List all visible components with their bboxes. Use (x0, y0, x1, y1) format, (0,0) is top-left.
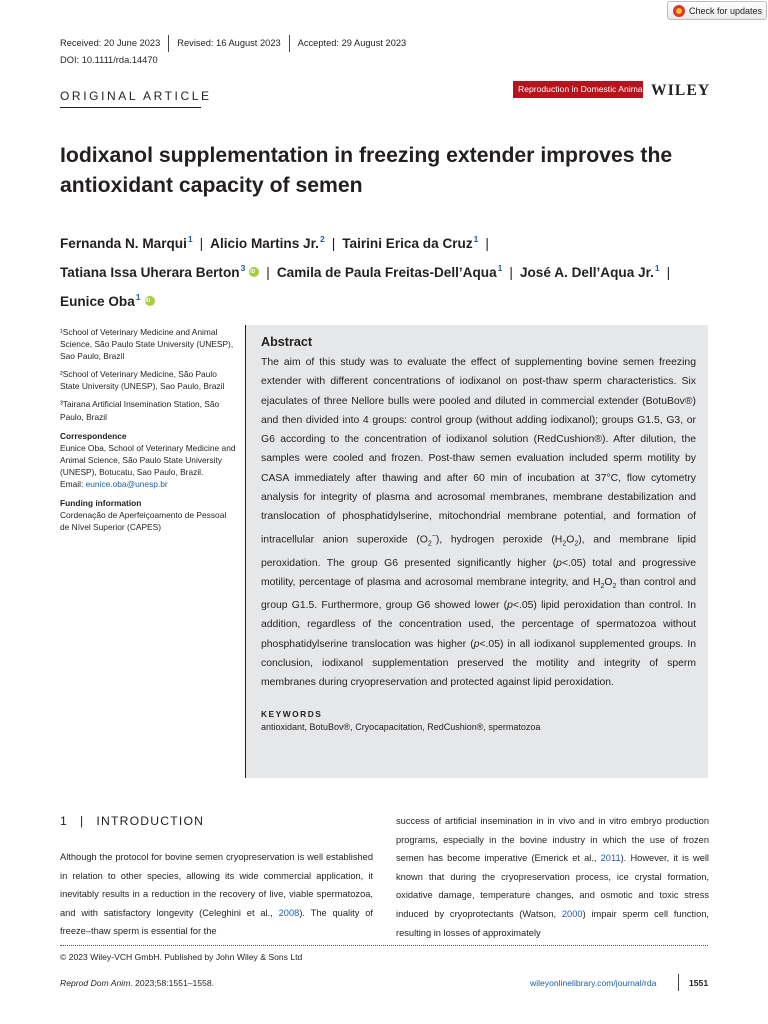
copyright: © 2023 Wiley-VCH GmbH. Published by John Wiley & Sons Ltd (60, 952, 303, 962)
affiliations (60, 326, 236, 423)
author[interactable] (60, 294, 155, 309)
funding-text: Cordenação de Aperfeiçoamento de Pessoal de Nível Superior (CAPES) (60, 510, 227, 533)
publisher-logo[interactable]: WILEY (651, 82, 711, 99)
article-title: Iodixanol supplementation in freezing extender improves the antioxidant capacity of semen (60, 144, 673, 197)
affiliation-2: ²School of Veterinary Medicine, São Paulo State University (UNESP), Sao Paulo, Brazil (60, 369, 225, 392)
author[interactable] (342, 236, 478, 251)
orcid-icon[interactable] (249, 267, 259, 277)
check-updates-label: Check for updates (689, 5, 763, 16)
author-name: Tairini Erica da Cruz (342, 236, 473, 251)
keywords-text: antioxidant, BotuBov®, Cryocapacitation, RedCushion®, spermatozoa (261, 721, 541, 732)
author-affiliation-mark[interactable]: 1 (135, 292, 141, 302)
orcid-icon[interactable] (145, 296, 155, 306)
journal-citation: Reprod Dom Anim. 2023;58:1551–1558. (60, 978, 215, 988)
author-separator: | (331, 236, 336, 251)
footer-divider (60, 945, 708, 946)
author-affiliation-mark[interactable]: 2 (319, 234, 325, 244)
author-affiliation-mark[interactable]: 3 (240, 263, 246, 273)
section-separator: | (79, 814, 85, 828)
author[interactable] (277, 265, 503, 280)
author-name: José A. Dell’Aqua Jr. (519, 265, 654, 280)
journal-link[interactable]: wileyonlinelibrary.com/journal/rda (530, 978, 657, 988)
author-name: Camila de Paula Freitas-Dell’Aqua (276, 265, 497, 280)
author[interactable] (60, 265, 259, 280)
abstract-text: The aim of this study was to evaluate the effect of supplementing bovine semen freezing extender with different concentrations of iodixanol on post-thaw sperm characteristics. Six ejaculates of three Nellore bulls were pooled and diluted in commercial extender (BotuBov®) and then divided into 4 groups: control group (without adding iodixanol); groups G1.5, G3, or G6 according to the concentration of iodixanol solution (RedCushion®). After dilution, the samples were cooled and frozen. Post-thaw semen evaluation included sperm motility by CASA immediately after thawing and after 60 min of incubation at 37°C, flow cytometry analysis for integrity of plasma and acrosomal membranes, membrane destabilization and translocation of phosphatidylserine, mitochondrial membrane potential, and formation of intracellular anion superoxide $(O_2^-)$, hydrogen peroxide $(H_2O_2)$, and membrane lipid peroxidation. The group G6 presented significantly higher (p<.05) total and progressive motility, percentage of plasma and acrosomal membrane integrity, and $H_2O_2$ than control and group G1.5. Furthermore, group G6 showed lower (p<.05) lipid peroxidation than control. In addition, regardless of the concentration used, the percentage of spermatozoa without phosphatidylserine translocation was higher (p<.05) in all iodixanol supplemented groups. In conclusion, iodixanol supplementation preserved the motility and integrity of sperm membranes during cryopreservation and protected against lipid peroxidation. (261, 357, 697, 689)
journal-logo[interactable]: Reproduction in Domestic Animals (513, 81, 643, 98)
keywords-heading: KEYWORDS (261, 708, 323, 719)
author-separator: | (666, 265, 671, 280)
intro-column-1: Although the protocol for bovine semen cryopreservation is well established in relation to other species, allowing its wide commercial application, it inevitably results in a reduction in the recovery of live, viable spermatozoa, and with satisfactory longevity (Celeghini et al., 2008). The quality of freeze–thaw sperm is essential for the (60, 852, 373, 937)
author[interactable] (60, 236, 193, 251)
author[interactable] (520, 265, 660, 280)
page-number: 1551 (689, 978, 709, 988)
section-number: 1 (60, 814, 68, 828)
affiliation-1: ¹School of Veterinary Medicine and Animal Science, São Paulo State University (UNESP), Sao Paulo, Brazil (60, 327, 234, 362)
crossmark-icon (673, 5, 685, 17)
section-heading (60, 814, 204, 828)
author-list (60, 227, 720, 314)
revised-date: Revised: 16 August 2023 (169, 35, 289, 52)
author-name: Eunice Oba (60, 294, 135, 309)
author-affiliation-mark[interactable]: 1 (497, 263, 503, 273)
correspondence-heading: Correspondence (60, 430, 127, 441)
intro-column-2: success of artificial insemination in in vivo and in vitro embryo production programs, especially in the bovine industry in which the use of frozen semen has become imperative (Emerick et al., 2011). However, it is well known that during the cryopreservation process, ice crystal formation, oxidative damage, temperature changes, and osmotic and toxic stress induced by cryoprotectants (Watson, 2000) impair sperm cell function, resulting in losses of approximately (396, 816, 709, 938)
funding-heading: Funding information (60, 498, 142, 509)
abstract-heading: Abstract (261, 335, 313, 349)
funding (60, 497, 236, 533)
divider (60, 107, 201, 108)
author-affiliation-mark[interactable]: 1 (473, 234, 479, 244)
author-separator: | (199, 236, 204, 251)
check-for-updates-button[interactable] (667, 1, 767, 20)
accepted-date: Accepted: 29 August 2023 (297, 37, 407, 48)
article-dates (60, 34, 414, 52)
article-type: ORIGINAL ARTICLE (60, 89, 212, 103)
author-affiliation-mark[interactable]: 1 (654, 263, 660, 273)
received-date: Received: 20 June 2023 (60, 35, 169, 52)
correspondence-text: Eunice Oba, School of Veterinary Medicine and Animal Science, São Paulo State University (UNESP), Botucatu, Sao Paulo, Brazil. (60, 442, 236, 477)
author-separator: | (485, 236, 489, 251)
author-affiliation-mark[interactable]: 1 (187, 234, 193, 244)
author-name: Tatiana Issa Uherara Berton (60, 265, 240, 280)
author-name: Fernanda N. Marqui (60, 236, 187, 251)
section-title: INTRODUCTION (96, 814, 205, 828)
citation-link[interactable]: 2000 (561, 908, 583, 919)
abstract-box (245, 325, 708, 778)
author-name: Alicio Martins Jr. (210, 236, 319, 251)
affiliation-3: ³Tairana Artificial Insemination Station, São Paulo, Brazil (60, 399, 220, 422)
correspondence (60, 430, 236, 490)
author[interactable] (210, 236, 325, 251)
author-separator: | (509, 265, 513, 280)
doi[interactable]: DOI: 10.1111/rda.14470 (60, 55, 158, 65)
email-label: Email: (60, 479, 86, 490)
email-link[interactable]: eunice.oba@unesp.br (85, 479, 168, 490)
footer-separator (678, 974, 679, 991)
citation-link[interactable]: 2008 (278, 907, 300, 918)
citation-link[interactable]: 2011 (600, 853, 621, 864)
author-separator: | (266, 265, 270, 280)
side-info (60, 326, 236, 540)
